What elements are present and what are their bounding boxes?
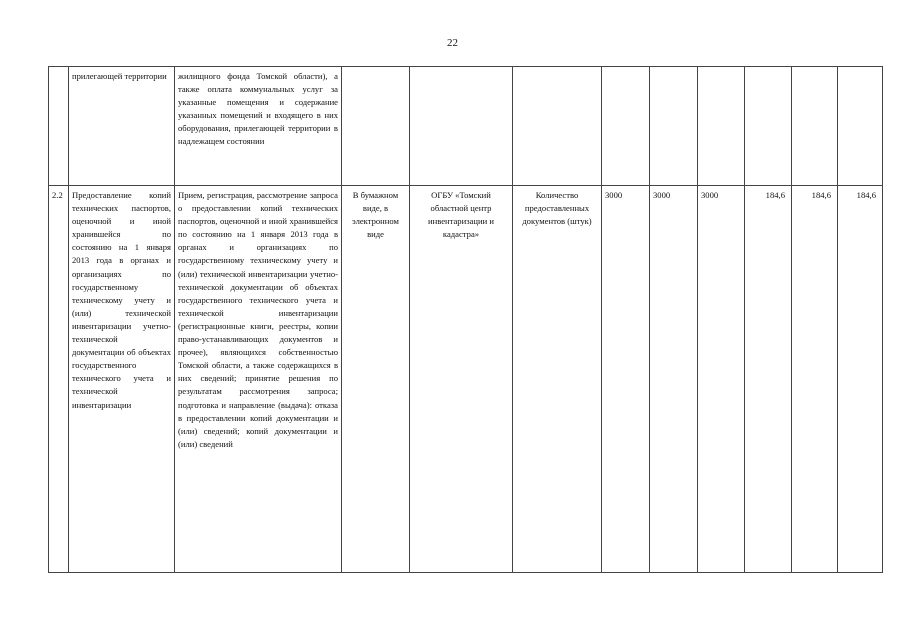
- cell-indicator: [513, 67, 602, 186]
- cell-form: В бумажном виде, в электронном виде: [342, 186, 410, 573]
- cell-value-5: 184,6: [792, 186, 838, 573]
- cell-index: 2.2: [49, 186, 69, 573]
- cell-value-1: 3000: [602, 186, 650, 573]
- table-row-2-2: [49, 186, 883, 573]
- page-number: 22: [447, 37, 458, 49]
- cell-service-content: Прием, регистрация, рассмотрение запроса о предоставлении копий технических паспортов, оценочной и иной хранившейся по состоянию на 1 января 2013 года в органах и организациях по государственному техническому учету и (или) технической инвентаризации учетно-технической документации об объектах государственного технического учета и технической инвентаризации (регистрационные книги, реестры, копии право-устанавливающих документов и прочее), являющихся собственностью Томской области, а также содержащихся в них сведений; принятие решения по результатам рассмотрения запроса; подготовка и направление (выдача): отказа в предоставлении копий документации и (или) сведений; копий документации и (или) сведений: [175, 186, 342, 573]
- cell-value-3: 3000: [698, 186, 745, 573]
- table-row-continuation: [49, 67, 883, 186]
- cell-service-name: Предоставление копий технических паспортов, оценочной и иной хранившейся по состоянию на 1 января 2013 года в органах и организациях по государственному техническому учету и (или) технической инвентаризации учетно-технической документации об объектах государственного технического учета и технической инвентаризации: [69, 186, 175, 573]
- cell-value-6: 184,6: [838, 186, 883, 573]
- cell-provider: [410, 67, 513, 186]
- cell-value: [698, 67, 745, 186]
- cell-value: [745, 67, 792, 186]
- cell-value-4: 184,6: [745, 186, 792, 573]
- cell-value: [838, 67, 883, 186]
- cell-service-content: жилищного фонда Томской области), а также оплата коммунальных услуг за указанные помещения и содержание указанных помещений и входящего в них оборудования, прилегающей территории в надлежащем состоянии: [175, 67, 342, 186]
- services-table: [48, 66, 883, 573]
- cell-index: [49, 67, 69, 186]
- cell-service-name: прилегающей территории: [69, 67, 175, 186]
- cell-value-2: 3000: [650, 186, 698, 573]
- cell-indicator: Количество предоставленных документов (штук): [513, 186, 602, 573]
- cell-value: [650, 67, 698, 186]
- cell-provider: ОГБУ «Томский областной центр инвентаризации и кадастра»: [410, 186, 513, 573]
- cell-value: [792, 67, 838, 186]
- cell-form: [342, 67, 410, 186]
- cell-value: [602, 67, 650, 186]
